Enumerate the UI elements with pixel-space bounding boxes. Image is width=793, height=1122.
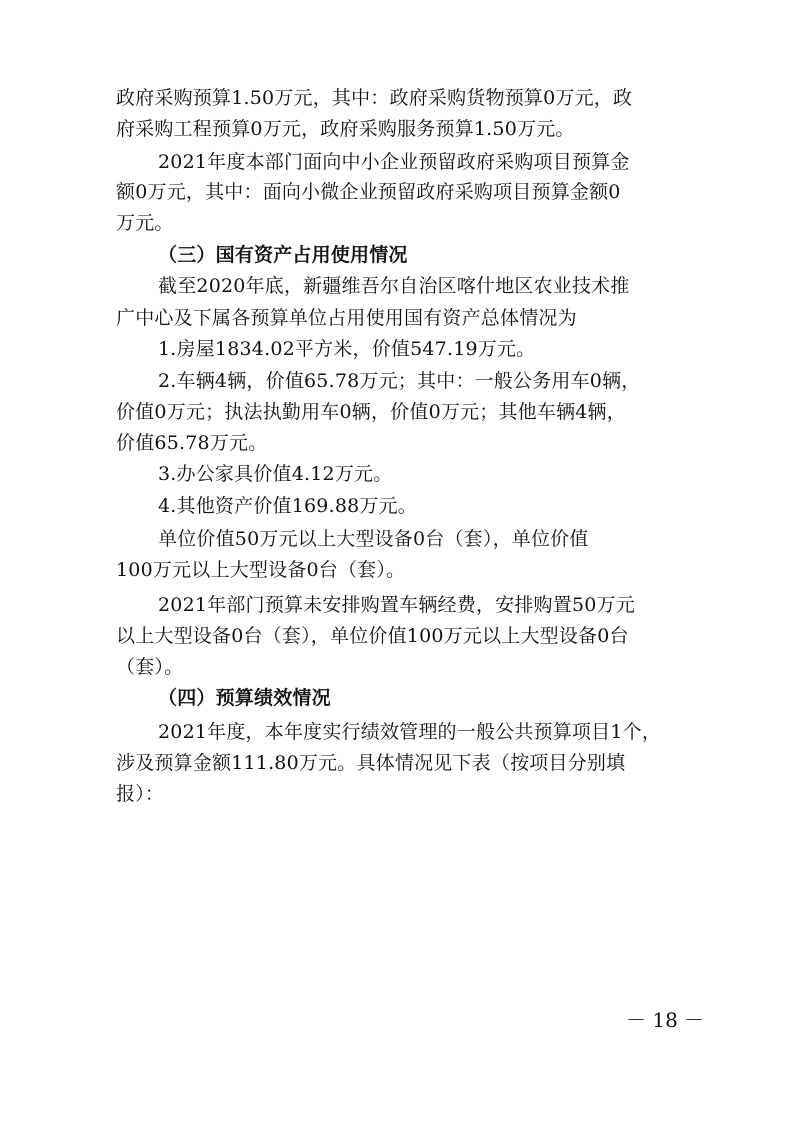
list-item: 4.其他资产价值169.88万元。 [158, 495, 418, 517]
paragraph-line: 单位价值50万元以上大型设备0台（套），单位价值 [158, 528, 589, 550]
paragraph-line: 府采购工程预算0万元，政府采购服务预算1.50万元。 [116, 118, 575, 140]
paragraph-line: 额0万元，其中：面向小微企业预留政府采购项目预算金额0 [116, 181, 621, 203]
paragraph-line: 政府采购预算1.50万元，其中：政府采购货物预算0万元，政 [116, 87, 633, 109]
paragraph-line: 2021年度，本年度实行绩效管理的一般公共预算项目1个， [158, 721, 662, 743]
paragraph-line: 100万元以上大型设备0台（套）。 [116, 559, 406, 581]
list-item: 1.房屋1834.02平方米，价值547.19万元。 [158, 338, 536, 360]
paragraph-line: 以上大型设备0台（套），单位价值100万元以上大型设备0台 [116, 625, 629, 647]
list-item: 2.车辆4辆，价值65.78万元；其中：一般公务用车0辆， [158, 370, 641, 392]
paragraph-line: 报）： [116, 783, 165, 805]
paragraph-line: 万元。 [116, 212, 174, 234]
section-heading: （四）预算绩效情况 [158, 687, 331, 709]
paragraph-line: 2021年部门预算未安排购置车辆经费，安排购置50万元 [158, 594, 635, 616]
paragraph-line: 截至2020年底，新疆维吾尔自治区喀什地区农业技术推 [158, 275, 630, 297]
paragraph-line: （套）。 [116, 656, 184, 678]
paragraph-line: 涉及预算金额111.80万元。具体情况见下表（按项目分别填 [116, 752, 626, 774]
list-item: 3.办公家具价值4.12万元。 [158, 463, 393, 485]
paragraph-line: 价值65.78万元。 [116, 432, 268, 454]
paragraph-line: 广中心及下属各预算单位占用使用国有资产总体情况为 [116, 307, 577, 329]
section-heading: （三）国有资产占用使用情况 [158, 244, 408, 266]
paragraph-line: 价值0万元；执法执勤用车0辆，价值0万元；其他车辆4辆， [116, 401, 626, 423]
page-number: － 18 － [626, 1008, 705, 1032]
paragraph-line: 2021年度本部门面向中小企业预留政府采购项目预算金 [158, 151, 630, 173]
